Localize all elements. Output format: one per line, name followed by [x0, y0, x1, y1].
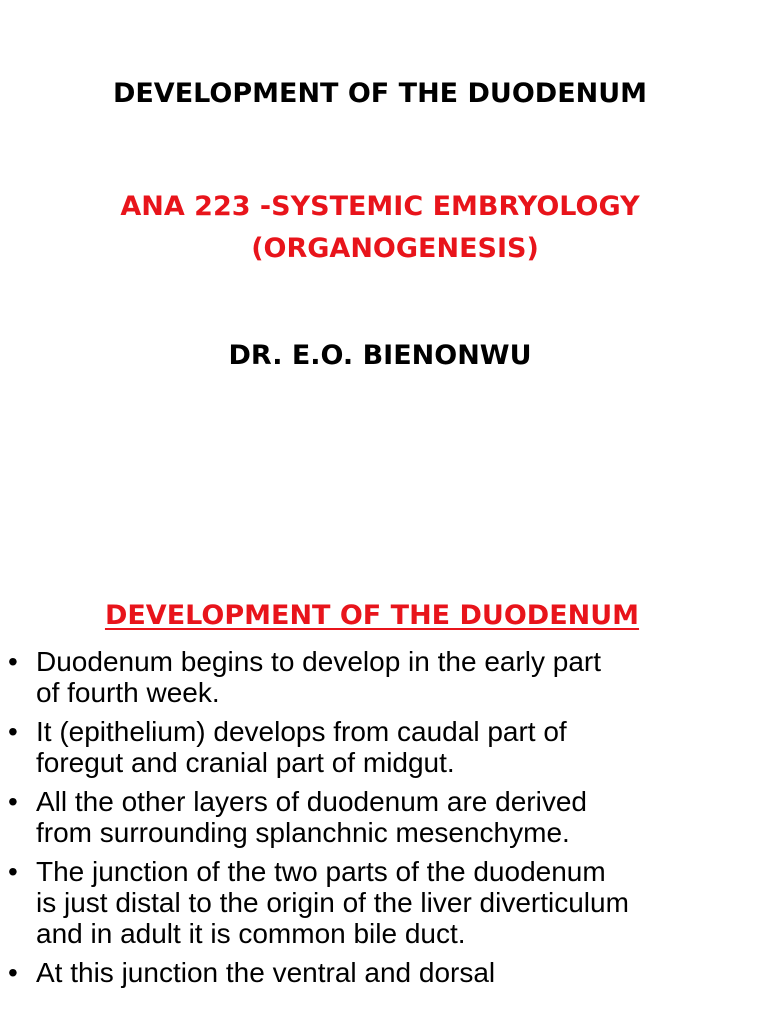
list-item-text: At this junction the ventral and dorsal [36, 957, 496, 988]
list-item-text: Duodenum begins to develop in the early part of fourth week. [36, 646, 602, 708]
bullet-icon: • [8, 856, 18, 887]
slide-title: DEVELOPMENT OF THE DUODENUM [112, 78, 648, 109]
list-item [0, 716, 768, 778]
list-item [0, 957, 768, 988]
bullet-icon: • [8, 786, 18, 817]
course-title-line1: ANA 223 -SYSTEMIC EMBRYOLOGY [120, 191, 640, 222]
course-title [0, 186, 760, 270]
list-item [0, 786, 768, 848]
list-item [0, 856, 768, 949]
course-title-line2: (ORGANOGENESIS) [251, 233, 539, 264]
bullet-list [0, 646, 768, 996]
content-heading: DEVELOPMENT OF THE DUODENUM [104, 600, 640, 631]
bullet-icon: • [8, 646, 18, 677]
list-item-text: It (epithelium) develops from caudal part of foregut and cranial part of midgut. [36, 716, 567, 778]
list-item [0, 646, 768, 708]
bullet-icon: • [8, 716, 18, 747]
list-item-text: The junction of the two parts of the duodenum is just distal to the origin of the liver diverticulum and in adult it is common bile duct. [36, 856, 629, 949]
bullet-icon: • [8, 957, 18, 988]
author-name: DR. E.O. BIENONWU [228, 340, 532, 371]
content-slide [0, 596, 768, 1024]
list-item-text: All the other layers of duodenum are derived from surrounding splanchnic mesenchyme. [36, 786, 587, 848]
